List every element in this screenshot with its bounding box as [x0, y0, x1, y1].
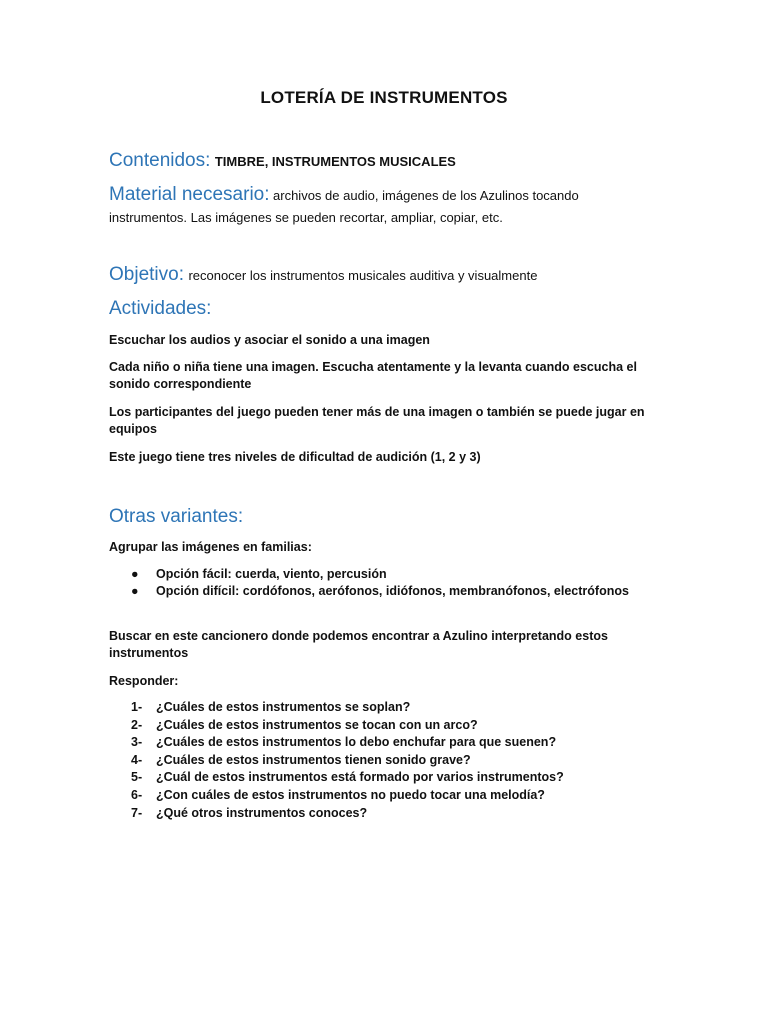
question-text: ¿Cuáles de estos instrumentos se tocan con un arco?	[156, 717, 478, 732]
list-item	[109, 769, 654, 787]
question-text: ¿Cuáles de estos instrumentos tienen sonido grave?	[156, 752, 471, 767]
material-heading: Material necesario:	[109, 184, 270, 205]
list-item	[109, 787, 654, 805]
objetivo-section	[109, 264, 654, 286]
list-item	[109, 805, 654, 823]
actividad-item: Escuchar los audios y asociar el sonido a una imagen	[109, 333, 430, 347]
question-text: ¿Qué otros instrumentos conoces?	[156, 805, 368, 820]
question-number: 3-	[131, 735, 143, 750]
question-text: ¿Cuál de estos instrumentos está formado por varios instrumentos?	[156, 770, 564, 785]
buscar-paragraph: Buscar en este cancionero donde podemos encontrar a Azulino interpretando estos instrumentos	[109, 629, 608, 660]
question-number: 6-	[131, 787, 143, 802]
questions-list	[109, 699, 654, 822]
question-number: 4-	[131, 752, 143, 767]
material-section	[109, 184, 654, 229]
list-item	[109, 752, 654, 770]
actividad-item: Este juego tiene tres niveles de dificultad de audición (1, 2 y 3)	[109, 450, 481, 464]
question-number: 2-	[131, 717, 143, 732]
variantes-intro: Agrupar las imágenes en familias:	[109, 540, 312, 554]
list-item	[109, 699, 654, 717]
actividad-item: Cada niño o niña tiene una imagen. Escucha atentamente y la levanta cuando escucha el sonido correspondiente	[109, 360, 637, 391]
variantes-heading: Otras variantes:	[109, 506, 244, 527]
contenidos-section	[109, 150, 654, 172]
question-number: 7-	[131, 805, 143, 820]
objetivo-text: reconocer los instrumentos musicales auditiva y visualmente	[188, 268, 538, 283]
document-title: LOTERÍA DE INSTRUMENTOS	[260, 88, 508, 107]
question-number: 1-	[131, 700, 143, 714]
actividad-item: Los participantes del juego pueden tener más de una imagen o también se puede jugar en equipos	[109, 405, 645, 436]
actividades-heading: Actividades:	[109, 298, 212, 319]
variante-text: Opción difícil: cordófonos, aerófonos, idiófonos, membranófonos, electrófonos	[156, 584, 629, 598]
question-text: ¿Cuáles de estos instrumentos se soplan?	[156, 700, 411, 714]
material-text: archivos de audio, imágenes de los Azulinos tocando instrumentos. Las imágenes se pueden recortar, ampliar, copiar, etc.	[109, 188, 579, 225]
question-text: ¿Con cuáles de estos instrumentos no puedo tocar una melodía?	[156, 787, 545, 802]
contenidos-heading: Contenidos:	[109, 150, 211, 171]
bullet-icon: ●	[131, 567, 139, 581]
variante-text: Opción fácil: cuerda, viento, percusión	[156, 567, 387, 581]
variantes-list	[109, 566, 654, 600]
objetivo-heading: Objetivo:	[109, 264, 184, 285]
question-text: ¿Cuáles de estos instrumentos lo debo enchufar para que suenen?	[156, 735, 557, 750]
bullet-icon: ●	[131, 584, 139, 598]
list-item	[109, 734, 654, 752]
contenidos-text: TIMBRE, INSTRUMENTOS MUSICALES	[214, 154, 456, 169]
list-item	[109, 566, 654, 583]
responder-label: Responder:	[109, 674, 179, 688]
question-number: 5-	[131, 770, 143, 785]
list-item	[109, 583, 654, 600]
list-item	[109, 717, 654, 735]
